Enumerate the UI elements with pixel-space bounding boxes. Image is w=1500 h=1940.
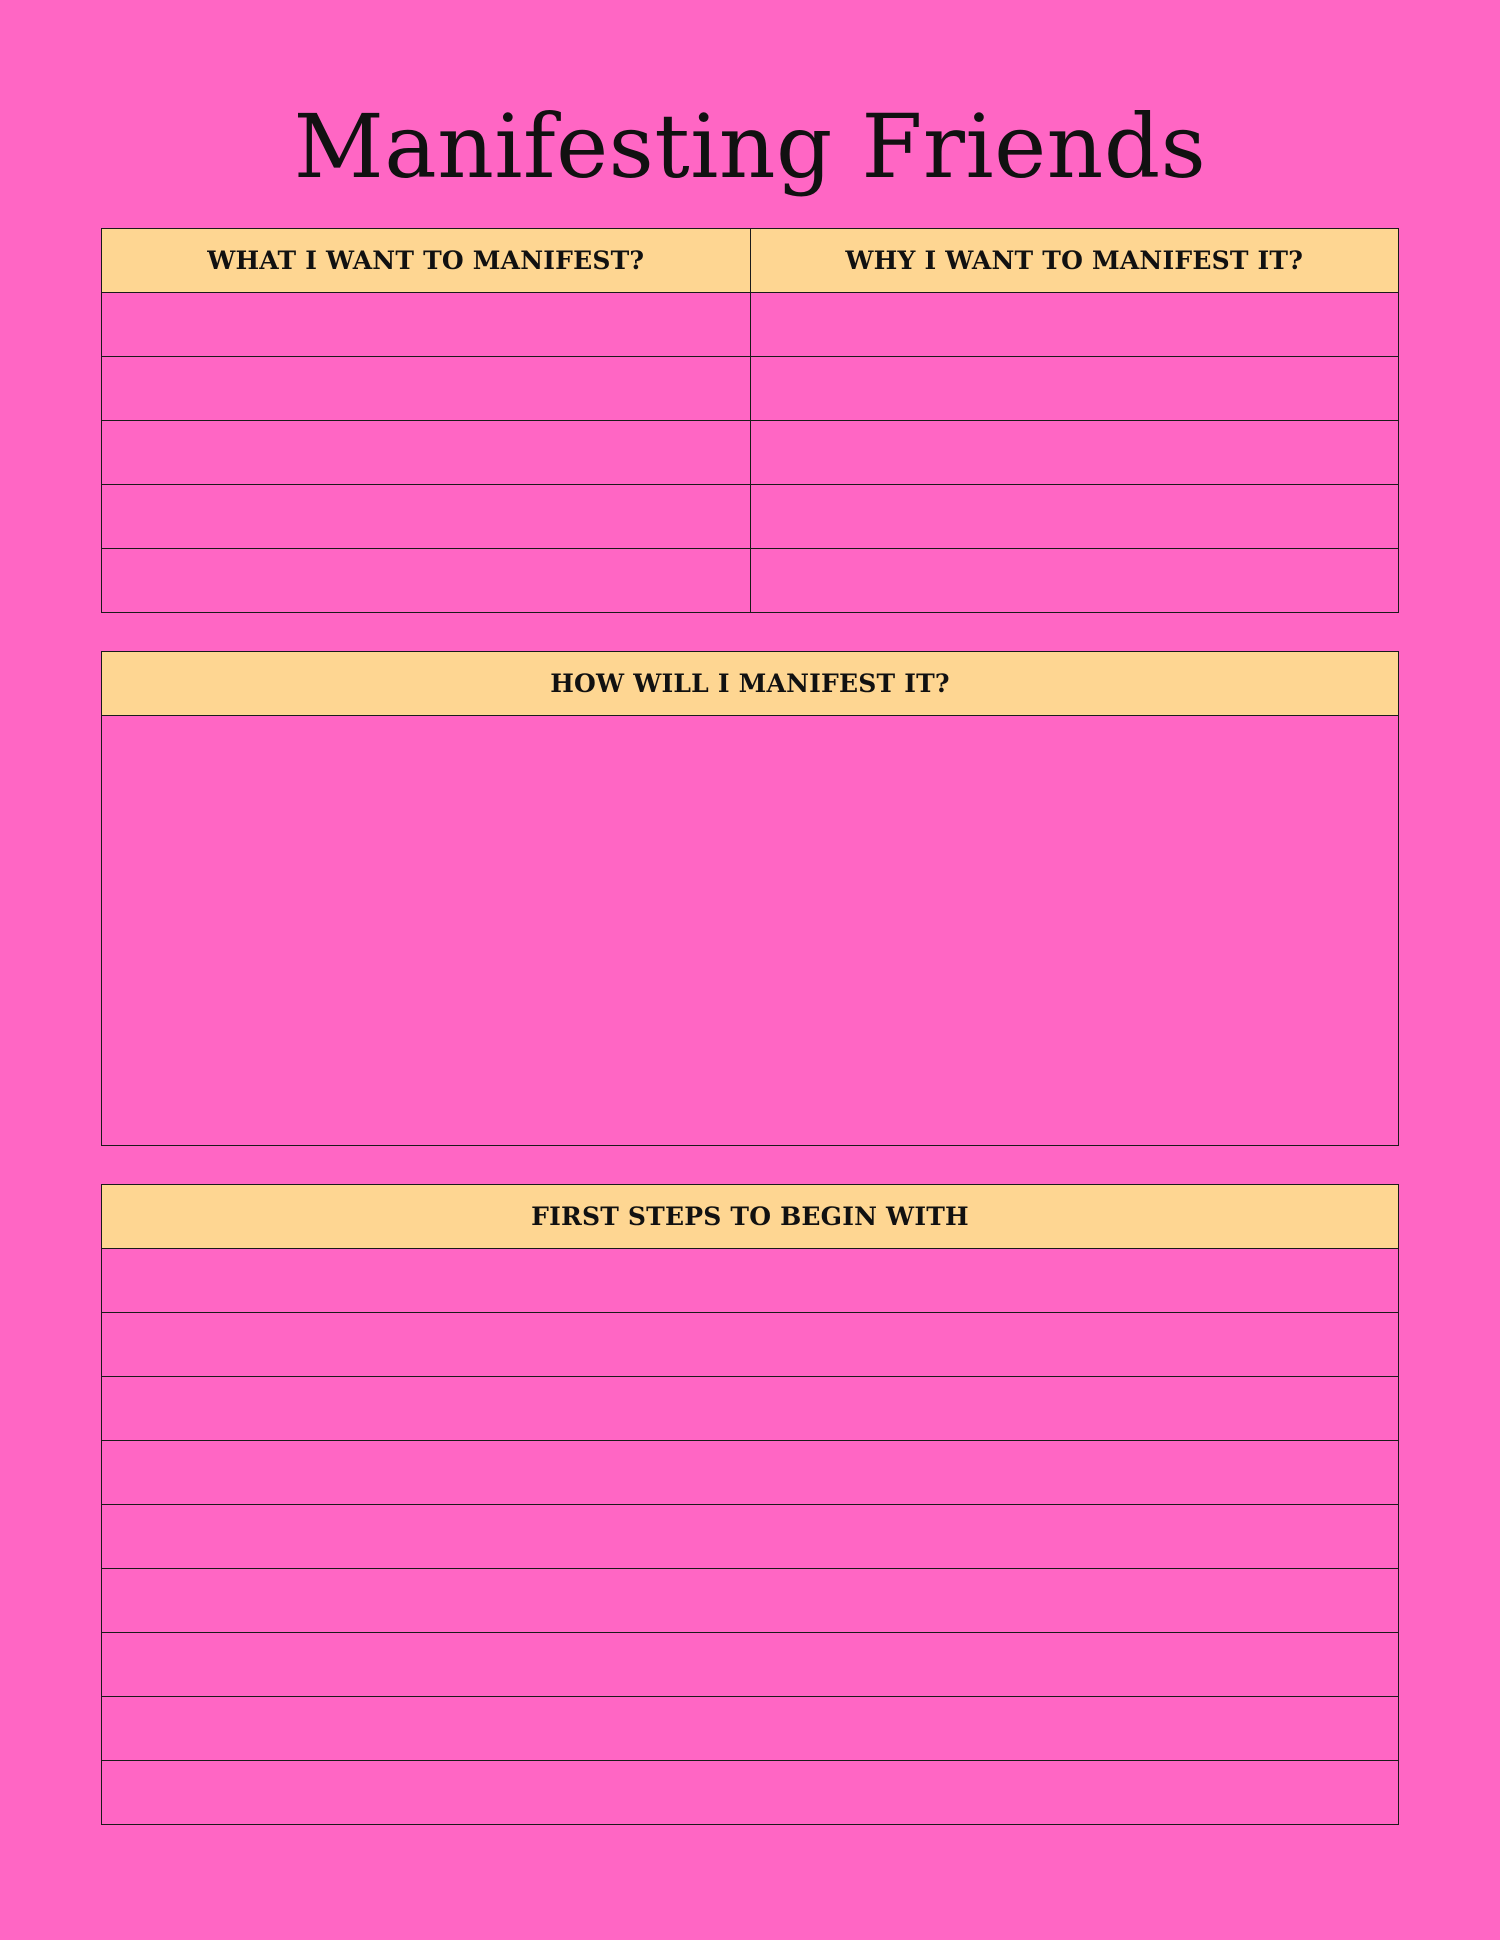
how-will-i-header: HOW WILL I MANIFEST IT? <box>102 652 1399 716</box>
table-row <box>102 1697 1399 1761</box>
how-table-header-row <box>102 652 1399 716</box>
what-cell[interactable] <box>102 485 751 549</box>
table-row <box>102 1569 1399 1633</box>
table-row <box>102 1441 1399 1505</box>
table-row <box>102 1761 1399 1825</box>
table-row <box>102 1633 1399 1697</box>
what-cell[interactable] <box>102 293 751 357</box>
want-table-header-row <box>102 229 1399 293</box>
step-cell[interactable] <box>102 1441 1399 1505</box>
step-cell[interactable] <box>102 1377 1399 1441</box>
first-steps-header: FIRST STEPS TO BEGIN WITH <box>102 1185 1399 1249</box>
table-row <box>102 357 1399 421</box>
page-title: Manifesting Friends <box>293 95 1207 198</box>
steps-table <box>101 1184 1399 1825</box>
why-cell[interactable] <box>750 357 1399 421</box>
table-row <box>102 1249 1399 1313</box>
how-writing-area[interactable] <box>102 716 1399 1146</box>
table-row <box>102 1313 1399 1377</box>
step-cell[interactable] <box>102 1633 1399 1697</box>
table-row <box>102 1377 1399 1441</box>
how-table <box>101 651 1399 1146</box>
table-row <box>102 293 1399 357</box>
what-cell[interactable] <box>102 357 751 421</box>
what-cell[interactable] <box>102 549 751 613</box>
want-table <box>101 228 1399 613</box>
steps-table-header-row <box>102 1185 1399 1249</box>
table-row <box>102 549 1399 613</box>
why-cell[interactable] <box>750 549 1399 613</box>
why-cell[interactable] <box>750 293 1399 357</box>
how-table-body-row <box>102 716 1399 1146</box>
why-cell[interactable] <box>750 421 1399 485</box>
what-cell[interactable] <box>102 421 751 485</box>
table-row <box>102 421 1399 485</box>
step-cell[interactable] <box>102 1697 1399 1761</box>
why-cell[interactable] <box>750 485 1399 549</box>
step-cell[interactable] <box>102 1249 1399 1313</box>
table-row <box>102 485 1399 549</box>
step-cell[interactable] <box>102 1505 1399 1569</box>
step-cell[interactable] <box>102 1313 1399 1377</box>
table-row <box>102 1505 1399 1569</box>
what-i-want-header: WHAT I WANT TO MANIFEST? <box>102 229 751 293</box>
step-cell[interactable] <box>102 1569 1399 1633</box>
step-cell[interactable] <box>102 1761 1399 1825</box>
why-i-want-header: WHY I WANT TO MANIFEST IT? <box>750 229 1399 293</box>
